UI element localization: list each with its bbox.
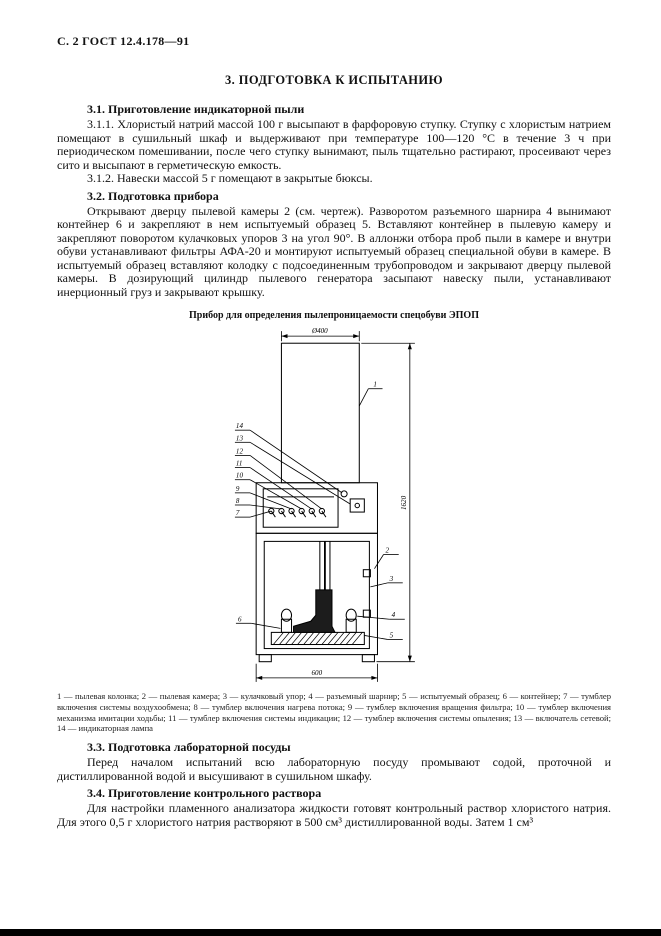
callout-1: 1	[373, 380, 377, 389]
base-plate	[271, 632, 364, 644]
running-header: С. 2 ГОСТ 12.4.178—91	[57, 34, 190, 48]
test-boot	[294, 590, 335, 632]
dust-column	[281, 343, 359, 483]
section-title: 3. ПОДГОТОВКА К ИСПЫТАНИЮ	[225, 73, 443, 87]
heading-3-1: 3.1. Приготовление индикаторной пыли	[87, 102, 305, 116]
power-switch	[350, 499, 364, 512]
callout-5: 5	[389, 631, 394, 640]
callout-9: 9	[235, 484, 240, 493]
base-plate-hatch	[273, 632, 362, 644]
callout-6: 6	[237, 615, 242, 624]
paragraph-3-4: Для настройки пламенного анализатора жидкости готовят контрольный раствор хлористого натрия. Для этого 0,5 г хлористого натрия растворяют в 500 см³ дистиллированной воды. Затем 1 см³	[57, 801, 611, 829]
paragraph-3-2: Открывают дверцу пылевой камеры 2 (см. чертеж). Разворотом разъемного шарнира 4 вынимают контейнер 6 и закрепляют в нем испытуемый образец 5. Вставляют контейнер в пылевую камеру и закрепляют поворотом кулачковых упоров 3 на угол 90°. В аллонжи отбора проб пыли в камере и внутри обуви устанавливают фильтры АФА-20 и монтируют испытуемый образец специальной обуви в камере. В испытуемый образец вставляют колодку с подсоединенным трубопроводом и закрывают дверцу пылевой камеры. В дозирующий цилиндр пылевого генератора засыпают навеску пыли, устанавливают инерционный груз и закрывают крышку.	[57, 203, 611, 299]
dim-width-label: 600	[311, 668, 323, 677]
indicator-lamp	[341, 491, 347, 497]
heading-3-4: 3.4. Приготовление контрольного раствора	[87, 786, 322, 801]
heading-3-2: 3.2. Подготовка прибора	[87, 188, 219, 203]
paragraph-3-1-2: 3.1.2. Навески массой 5 г помещают в закрытые бюксы.	[87, 171, 373, 185]
paragraph-3-3: Перед началом испытаний всю лабораторную посуду промывают содой, проточной и дистиллированной водой и высушивают в сушильном шкафу.	[57, 755, 611, 783]
device-diagram-svg	[220, 323, 448, 689]
callout-3: 3	[389, 574, 394, 583]
callout-13: 13	[235, 434, 243, 443]
callout-8: 8	[235, 496, 240, 505]
figure-legend: 1 — пылевая колонка; 2 — пылевая камера; 3 — кулачковый упор; 4 — разъемный шарнир; 5 — испытуемый образец; 6 — контейнер; 7 — тумблер включения системы воздухообмена; 8 — тумблер включения нагрева потока; 9 — тумблер включения вращения фильтра; 10 — тумблер включения механизма имитации ходьбы; 11 — тумблер включения системы индикации; 12 — тумблер включения системы опыления; 13 — включатель сетевой; 14 — индикаторная лампа	[57, 691, 611, 734]
callout-14: 14	[235, 422, 243, 431]
right-foot	[362, 655, 374, 662]
callout-4: 4	[391, 611, 396, 620]
heading-3-3: 3.3. Подготовка лабораторной посуды	[87, 740, 291, 755]
callout-7: 7	[235, 509, 240, 518]
paragraph-3-1-1: 3.1.1. Хлористый натрий массой 100 г высыпают в фарфоровую ступку. Ступку с хлористым натрием помещают в сушильный шкаф и выдерживают при температуре 100—120 °С в течение 3 ч при периодическом помешивании, после чего ступку вынимают, пыль тщательно растирают, просеивают через сито и высыпают в герметическую емкость.	[57, 117, 611, 172]
callout-11: 11	[235, 459, 243, 468]
figure	[57, 323, 611, 689]
callout-10: 10	[235, 471, 243, 480]
left-foot	[259, 655, 271, 662]
scan-edge-bar	[0, 929, 661, 936]
callout-2: 2	[385, 546, 390, 555]
figure-caption: Прибор для определения пылепроницаемости спецобуви ЭПОП	[189, 310, 479, 321]
callout-12: 12	[235, 447, 243, 456]
dim-diameter-label: Ø400	[311, 327, 328, 336]
dim-height-label: 1620	[399, 495, 408, 511]
